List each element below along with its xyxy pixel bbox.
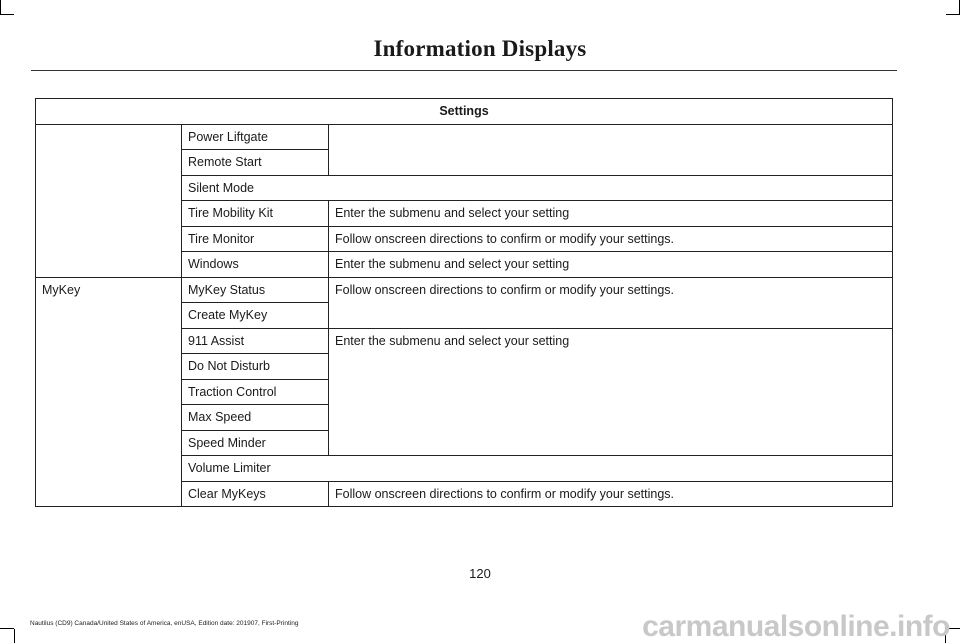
setting-item: 911 Assist xyxy=(182,328,329,354)
setting-item: Windows xyxy=(182,252,329,278)
setting-item: MyKey Status xyxy=(182,277,329,303)
crop-mark xyxy=(0,14,14,15)
setting-action: Enter the submenu and select your setting xyxy=(329,252,893,278)
crop-mark xyxy=(14,629,15,643)
setting-item: Traction Control xyxy=(182,379,329,405)
setting-action: Follow onscreen directions to confirm or modify your settings. xyxy=(329,226,893,252)
setting-item: Create MyKey xyxy=(182,303,329,329)
setting-item: Do Not Disturb xyxy=(182,354,329,380)
setting-item: Silent Mode xyxy=(182,175,893,201)
setting-item: Max Speed xyxy=(182,405,329,431)
setting-action xyxy=(329,124,893,175)
setting-item: Volume Limiter xyxy=(182,456,893,482)
setting-item: Tire Mobility Kit xyxy=(182,201,329,227)
crop-mark xyxy=(0,628,14,629)
setting-action: Enter the submenu and select your setting xyxy=(329,328,893,456)
watermark: carmanualsonline.info xyxy=(642,610,950,643)
group-cell: MyKey xyxy=(36,277,182,507)
table-header-row xyxy=(36,99,893,125)
page-title: Information Displays xyxy=(373,36,587,61)
page-number: 120 xyxy=(469,566,491,581)
setting-item: Remote Start xyxy=(182,150,329,176)
setting-action: Follow onscreen directions to confirm or modify your settings. xyxy=(329,481,893,507)
setting-item: Clear MyKeys xyxy=(182,481,329,507)
setting-item: Tire Monitor xyxy=(182,226,329,252)
table-heading: Settings xyxy=(36,99,893,125)
title-divider xyxy=(31,70,897,71)
setting-action: Follow onscreen directions to confirm or modify your settings. xyxy=(329,277,893,328)
table-row xyxy=(36,124,893,150)
table-row xyxy=(36,277,893,303)
crop-mark xyxy=(0,0,1,14)
setting-action: Enter the submenu and select your setting xyxy=(329,201,893,227)
setting-item: Power Liftgate xyxy=(182,124,329,150)
settings-table xyxy=(35,98,893,507)
setting-item: Speed Minder xyxy=(182,430,329,456)
group-cell xyxy=(36,124,182,277)
edition-note: Nautilus (CD9) Canada/United States of America, enUSA, Edition date: 201907, First-Printing xyxy=(30,620,299,627)
crop-mark xyxy=(946,14,960,15)
